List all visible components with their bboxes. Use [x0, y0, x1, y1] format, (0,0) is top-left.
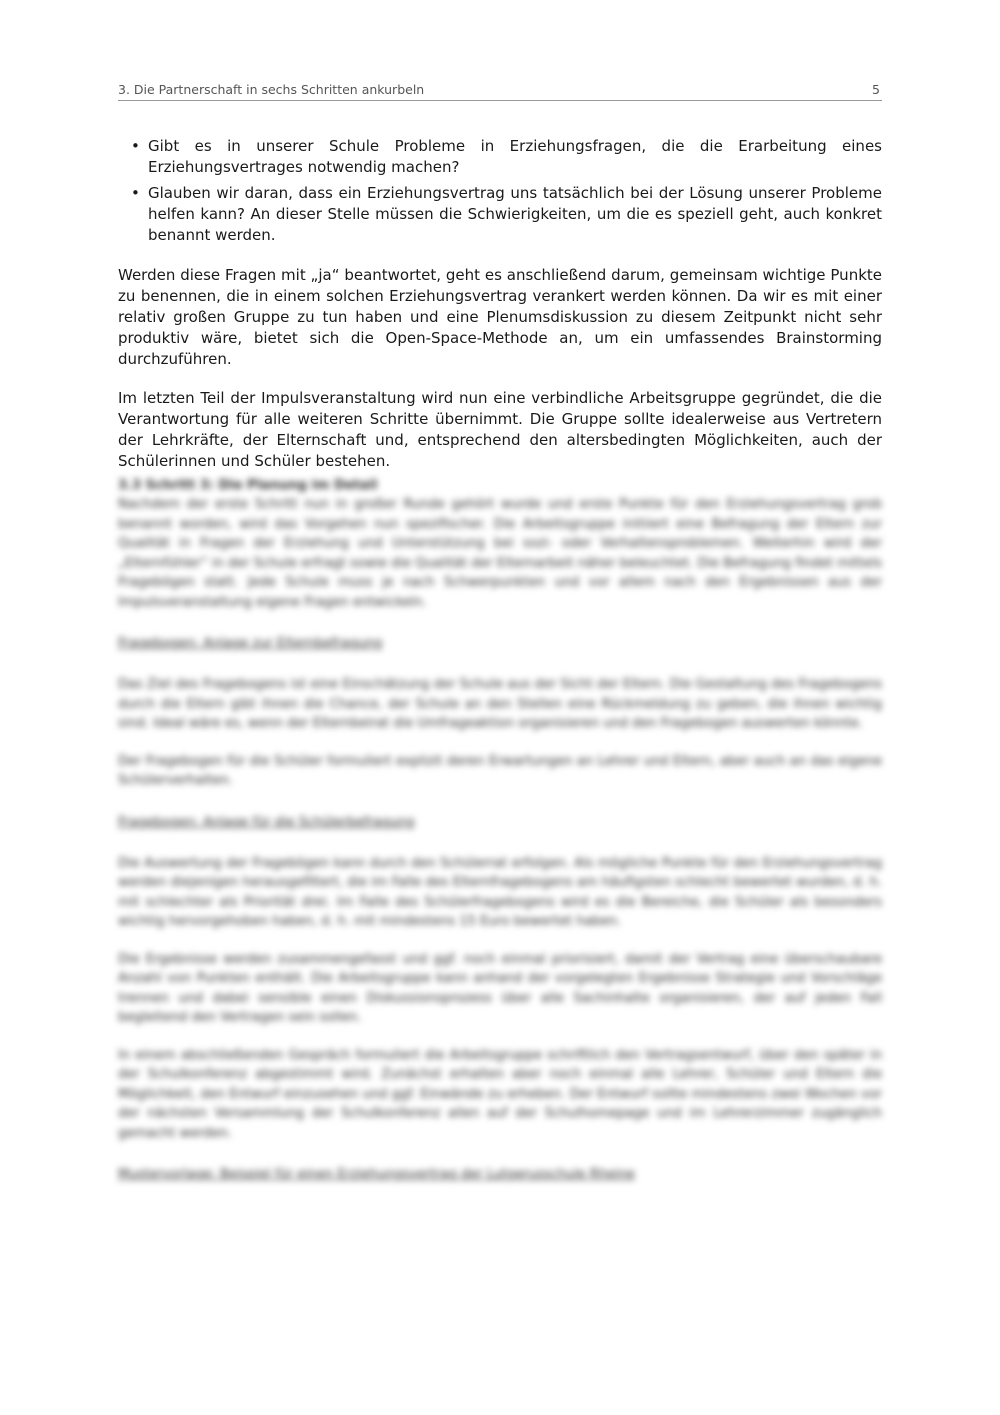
- page-header: [118, 80, 882, 101]
- section-heading: 3.3 Schritt 3: Die Planung im Detail: [118, 478, 378, 493]
- list-item: • Glauben wir daran, dass ein Erziehungsvertrag uns tatsächlich bei der Lösung unserer Probleme helfen kann? An dieser Stelle müssen die Schwierigkeiten, um die es speziell geht, auch konkret benannt werden.: [148, 183, 882, 246]
- attachment-link[interactable]: Fragebogen: Anlage für die Schülerbefragung: [118, 814, 415, 830]
- running-title: 3. Die Partnerschaft in sechs Schritten ankurbeln: [118, 82, 425, 97]
- paragraph: Die Ergebnisse werden zusammengefasst und ggf. noch einmal priorisiert, damit der Vertrag eine überschaubare Anzahl von Punkten enthält. Die Arbeitsgruppe kann anhand der vorgelegten Ergebnisse Strategie und Vorschläge trennen und dabei sensible einen Diskussionsprozess über alle Sachinhalte organisieren, der auf jeden Fall begleitend den Vertragen sein sollen.: [118, 951, 882, 1025]
- paragraph: Die Auswertung der Fragebögen kann durch den Schülerrat erfolgen. Als mögliche Punkte für den Erziehungsvertrag werden diejenigen herausgefiltert, die im Falle des Elternfragebogens am häufigsten schlecht bewertet wurden, d. h. mit schlechter als Priorität drei. Im Falle des Schülerfragebogens wird es die Bereiche, die Schüler als besonders wichtig hervorgehoben haben, d. h. mit mindestens 15 Euro bewertet haben.: [118, 855, 882, 929]
- main-content: [118, 136, 882, 472]
- question-list: [118, 136, 882, 246]
- list-item: • Gibt es in unserer Schule Probleme in Erziehungsfragen, die die Erarbeitung eines Erziehungsvertrages notwendig machen?: [148, 136, 882, 178]
- paragraph: Werden diese Fragen mit „ja“ beantwortet, geht es anschließend darum, gemeinsam wichtige Punkte zu benennen, die in einem solchen Erziehungsvertrag verankert werden können. Da wir es mit einer relativ großen Gruppe zu tun haben und eine Plenumsdiskussion zu diesem Zeitpunkt nicht sehr produktiv wäre, bietet sich die Open-Space-Methode an, um ein umfassendes Brainstorming durchzuführen.: [118, 266, 882, 368]
- paragraph: Nachdem der erste Schritt nun in großer Runde gehört wurde und erste Punkte für den Erziehungsvertrag grob benannt worden, wird das Vorgehen nun spezifischer. Die Arbeitsgruppe initiiert eine Befragung der Eltern zur Qualität in Fragen der Erziehung und Unterstützung bei sozi- oder Verhaltensproblemen. Weiterhin wird der „Elternfühler“ in der Schule erfragt sowie die Qualität der Elternarbeit näher beleuchtet. Die Befragung findet mittels Fragebögen statt. Jede Schule muss je nach Schwerpunkten und vor allem nach den Ergebnissen aus der Impulsveranstaltung eigene Fragen entwickeln.: [118, 497, 882, 610]
- attachment-link[interactable]: Mustervorlage: Beispiel für einen Erziehungsvertrag der Lutgerusschule Rheine: [118, 1167, 635, 1182]
- paragraph: Der Fragebogen für die Schüler formuliert explizit deren Erwartungen an Lehrer und Eltern, aber auch an das eigene Schülerverhalten.: [118, 753, 882, 788]
- paragraph: Im letzten Teil der Impulsveranstaltung wird nun eine verbindliche Arbeitsgruppe gegründet, die die Verantwortung für alle weiteren Schritte übernimmt. Die Gruppe sollte idealerweise aus Vertretern der Lehrkräfte, der Elternschaft und, entsprechend den altersbedingten Möglichkeiten, auch der Schülerinnen und Schüler bestehen.: [118, 389, 882, 470]
- paragraph: Das Ziel des Fragebogens ist eine Einschätzung der Schule aus der Sicht der Eltern. Die Gestaltung des Fragebogens durch die Eltern gibt ihnen die Chance, der Schule an den Stellen eine Rückmeldung zu geben, die ihnen wichtig sind. Ideal wäre es, wenn der Elternbeirat die Umfrageaktion organisieren und den Fragebogen auswerten könnte.: [118, 677, 882, 731]
- attachment-link[interactable]: Fragebogen: Anlage zur Elternbefragung: [118, 636, 383, 651]
- page-number: 5: [872, 82, 880, 97]
- blurred-preview-section: [118, 476, 882, 1184]
- paragraph: In einem abschließenden Gespräch formuliert die Arbeitsgruppe schriftlich den Vertragsentwurf, über den später in der Schulkonferenz abgestimmt wird. Zunächst erhalten aber noch einmal alle Lehrer, Schüler und Eltern die Möglichkeit, den Entwurf einzusehen und ggf. Einwände zu erheben. Der Entwurf sollte mindestens zwei Wochen vor der nächsten Versammlung der Schulkonferenz allen auf der Schulhomepage und im Lehrerzimmer zugänglich gemacht werden.: [118, 1047, 882, 1141]
